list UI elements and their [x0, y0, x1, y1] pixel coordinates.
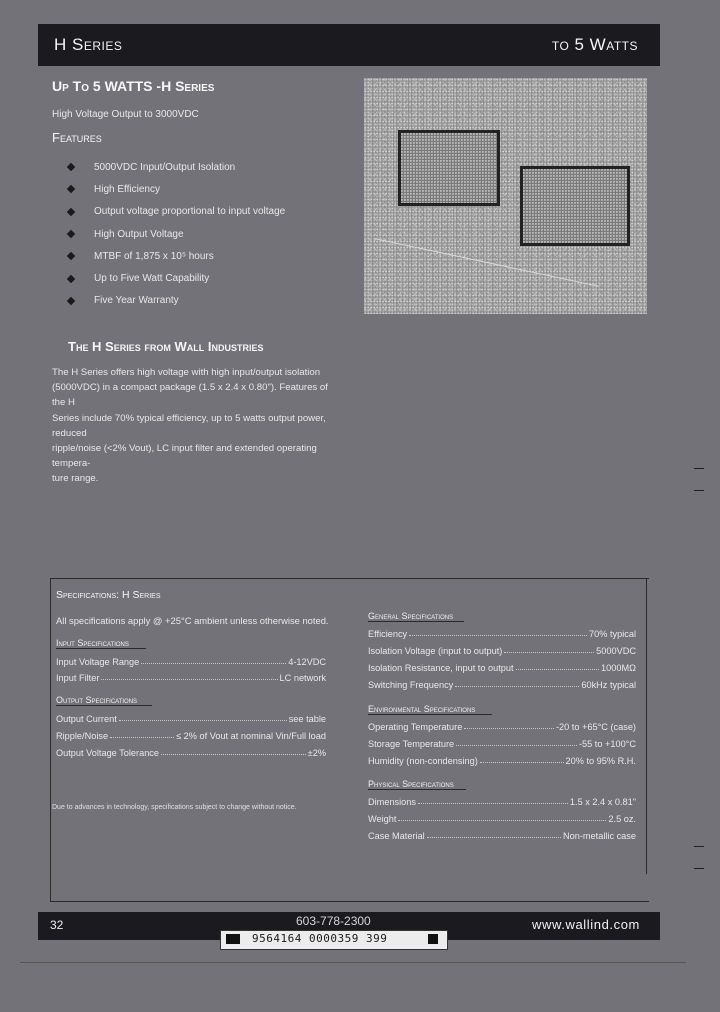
- module-photo-right: [520, 166, 630, 246]
- spec-row: Isolation Resistance, input to output 1000MΩ: [368, 663, 636, 673]
- bullet-icon: [67, 252, 75, 260]
- output-heading: Output Specifications: [56, 695, 152, 706]
- bullet-icon: [67, 274, 75, 282]
- spec-row: Humidity (non-condensing) 20% to 95% R.H.: [368, 756, 636, 766]
- feature-item: High Efficiency: [68, 178, 285, 200]
- about-heading: The H Series from Wall Industries: [68, 339, 264, 354]
- header-bar: [38, 24, 660, 66]
- spec-row: Case Material Non-metallic case: [368, 831, 636, 841]
- specs-title: Specifications: H Series: [56, 589, 161, 601]
- physical-specifications: [368, 779, 636, 841]
- spec-row: Dimensions 1.5 x 2.4 x 0.81": [368, 797, 636, 807]
- bullet-icon: [67, 230, 75, 238]
- feature-item: Five Year Warranty: [68, 290, 285, 312]
- bottom-rule: [20, 962, 686, 963]
- module-photo-left: [398, 130, 500, 206]
- margin-mark: [694, 490, 704, 491]
- specifications-box-edge: [646, 578, 647, 874]
- margin-mark: [694, 868, 704, 869]
- phone-number: 603-778-2300: [296, 914, 371, 928]
- physical-heading: Physical Specifications: [368, 779, 466, 790]
- spec-row: Output Voltage Tolerance ±2%: [56, 748, 326, 758]
- feature-item: Output voltage proportional to input voltage: [68, 201, 285, 223]
- feature-item: 5000VDC Input/Output Isolation: [68, 156, 285, 178]
- feature-item: High Output Voltage: [68, 223, 285, 245]
- feature-item: Up to Five Watt Capability: [68, 267, 285, 289]
- spec-row: Operating Temperature -20 to +65°C (case): [368, 722, 636, 732]
- margin-mark: [694, 468, 704, 469]
- spec-row: Input Voltage Range 4-12VDC: [56, 657, 326, 667]
- bullet-icon: [67, 185, 75, 193]
- feature-item: MTBF of 1,875 x 10⁵ hours: [68, 245, 285, 267]
- disclaimer: Due to advances in technology, specifications subject to change without notice.: [52, 804, 297, 811]
- features-heading: Features: [52, 130, 102, 145]
- output-specifications: [56, 695, 326, 758]
- about-paragraph: The H Series offers high voltage with high input/output isolation (5000VDC) in a compact package (1.5 x 2.4 x 0.80"). Features of the H Series include 70% typical efficiency, up to 5 watts output power, reduced ripple/noise (<2% Vout), LC input filter and extended operating tempera- ture range.: [52, 367, 328, 485]
- page-number: 32: [50, 918, 64, 932]
- product-title: Up To 5 WATTS -H Series: [52, 78, 215, 94]
- barcode-block-icon: [226, 934, 240, 944]
- barcode-number: 9564164 0000359 399: [252, 932, 388, 945]
- spec-row: Ripple/Noise ≤ 2% of Vout at nominal Vin/Full load: [56, 731, 326, 741]
- spec-row: Output Current see table: [56, 714, 326, 724]
- series-name: H Series: [54, 35, 123, 54]
- features-list: [68, 156, 285, 312]
- power-range: to 5 Watts: [551, 35, 638, 54]
- spec-row: Efficiency 70% typical: [368, 629, 636, 639]
- bullet-icon: [67, 207, 75, 215]
- bullet-icon: [67, 163, 75, 171]
- product-photo: [364, 78, 647, 314]
- barcode-block-icon: [428, 934, 438, 944]
- spec-row: Switching Frequency 60kHz typical: [368, 680, 636, 690]
- environmental-heading: Environmental Specifications: [368, 704, 492, 715]
- specs-note: All specifications apply @ +25°C ambient unless otherwise noted.: [56, 615, 329, 626]
- general-heading: General Specifications: [368, 611, 464, 622]
- website-url[interactable]: www.wallind.com: [532, 917, 640, 932]
- input-heading: Input Specifications: [56, 638, 146, 649]
- margin-mark: [694, 846, 704, 847]
- general-specifications: [368, 611, 636, 690]
- spec-row: Weight 2.5 oz.: [368, 814, 636, 824]
- spec-row: Storage Temperature -55 to +100°C: [368, 739, 636, 749]
- environmental-specifications: [368, 704, 636, 766]
- spec-row: Input Filter LC network: [56, 673, 326, 683]
- spec-row: Isolation Voltage (input to output) 5000VDC: [368, 646, 636, 656]
- input-specifications: [56, 638, 326, 683]
- product-subtitle: High Voltage Output to 3000VDC: [52, 109, 199, 120]
- bullet-icon: [67, 297, 75, 305]
